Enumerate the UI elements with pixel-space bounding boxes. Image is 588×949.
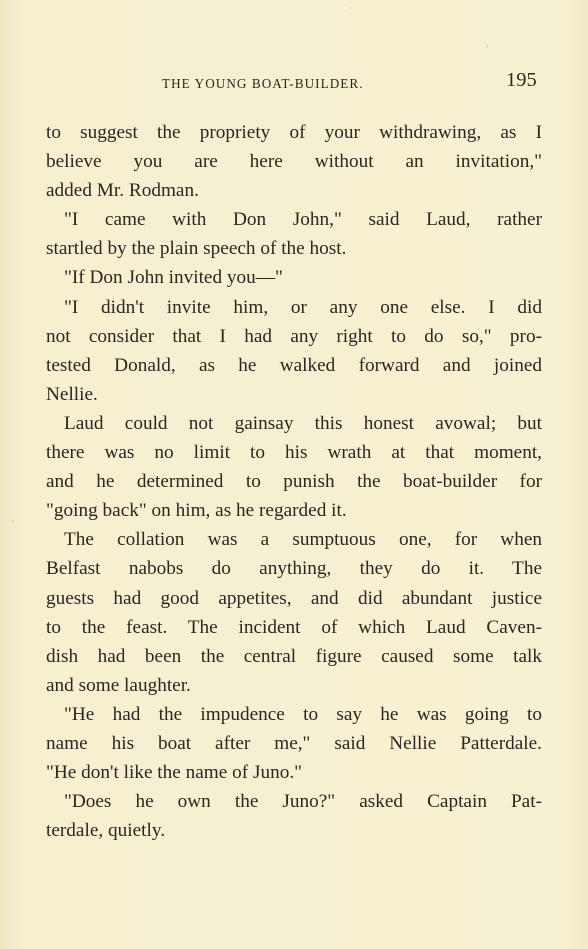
paragraph — [46, 118, 542, 205]
text-line: terdale, quietly. — [46, 820, 166, 842]
text-line: The collation was a sumptuous one, for when — [64, 529, 542, 551]
text-line: guests had good appetites, and did abundant justice — [46, 587, 542, 609]
paragraph — [46, 293, 542, 409]
text-line: Nellie. — [46, 383, 98, 405]
paragraph — [46, 525, 542, 700]
text-line: not consider that I had any right to do so," pro- — [46, 325, 542, 347]
text-line: Laud could not gainsay this honest avowal; but — [64, 412, 542, 434]
text-line: "If Don John invited you—" — [64, 267, 283, 289]
body-text — [46, 118, 542, 845]
page-number: 195 — [506, 69, 537, 91]
text-line: dish had been the central figure caused some talk — [46, 645, 542, 667]
paper-speck — [486, 45, 488, 47]
text-line: believe you are here without an invitation," — [46, 151, 542, 173]
paragraph — [46, 263, 542, 292]
text-line: "going back" on him, as he regarded it. — [46, 500, 347, 522]
page-header — [0, 66, 588, 96]
text-line: to the feast. The incident of which Laud Caven- — [46, 616, 542, 638]
text-line: Belfast nabobs do anything, they do it. The — [46, 558, 542, 580]
text-line: name his boat after me," said Nellie Patterdale. — [46, 732, 542, 754]
text-line: added Mr. Rodman. — [46, 180, 199, 202]
paper-speck — [349, 7, 351, 9]
text-line: "Does he own the Juno?" asked Captain Pat- — [64, 791, 542, 813]
paragraph — [46, 205, 542, 263]
paper-speck — [12, 520, 14, 522]
text-line: to suggest the propriety of your withdrawing, as I — [46, 122, 542, 143]
paragraph — [46, 409, 542, 525]
text-line: there was no limit to his wrath at that moment, — [46, 442, 542, 464]
text-line: "He don't like the name of Juno." — [46, 762, 303, 784]
text-line: startled by the plain speech of the host. — [46, 238, 347, 260]
paragraph — [46, 700, 542, 787]
text-line: and some laughter. — [46, 674, 191, 696]
text-line: "I didn't invite him, or any one else. I did — [64, 296, 542, 318]
text-line: "He had the impudence to say he was going to — [64, 703, 542, 725]
text-line: tested Donald, as he walked forward and joined — [46, 354, 542, 376]
text-line: "I came with Don John," said Laud, rather — [64, 209, 542, 231]
running-head: THE YOUNG BOAT-BUILDER. — [162, 76, 364, 91]
text-line: and he determined to punish the boat-builder for — [46, 471, 542, 493]
paragraph — [46, 787, 542, 845]
